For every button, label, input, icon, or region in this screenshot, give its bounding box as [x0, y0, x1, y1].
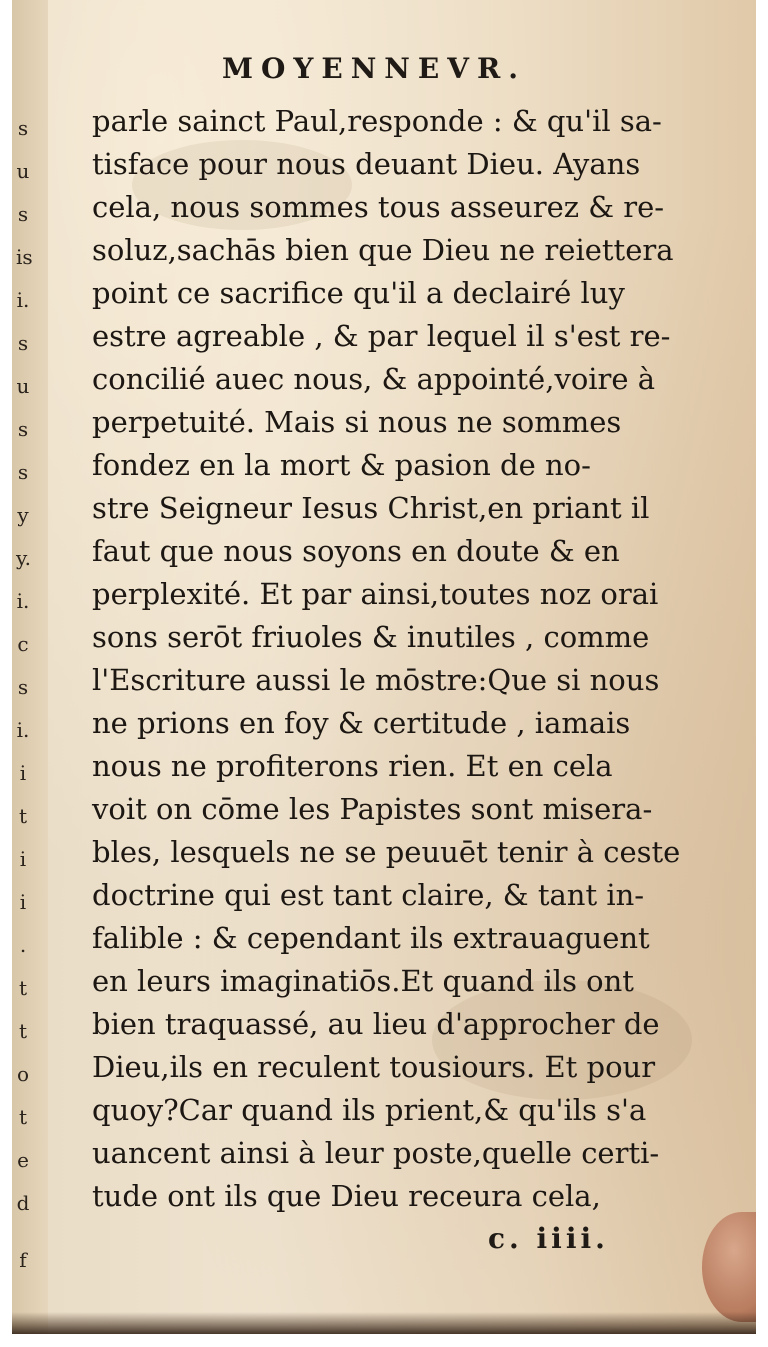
facing-page-letter: t — [18, 804, 28, 828]
facing-page-letter: t — [18, 1019, 28, 1043]
facing-page-letter: i. — [16, 288, 30, 312]
facing-page-letter: t — [18, 976, 28, 1000]
facing-page-letter: i. — [16, 589, 30, 613]
facing-page-letter: o — [16, 1062, 30, 1086]
book-page — [12, 0, 756, 1334]
facing-page-letter: e — [17, 1148, 29, 1172]
facing-page-letter: s — [17, 331, 29, 355]
facing-page-letter: . — [19, 933, 27, 957]
facing-page-letter: u — [16, 159, 30, 183]
facing-page-letter: y — [17, 503, 29, 527]
text-line: ne prions en foy & certitude , iamais — [92, 706, 631, 740]
facing-page-letter: d — [16, 1191, 30, 1215]
text-line: tisface pour nous deuant Dieu. Ayans — [92, 147, 641, 181]
text-line: uancent ainsi à leur poste,quelle certi- — [92, 1136, 660, 1170]
text-line: stre Seigneur Iesus Christ,en priant il — [92, 491, 650, 525]
facing-page-letter: s — [17, 460, 29, 484]
facing-page-letter: s — [17, 417, 29, 441]
text-line: parle sainct Paul,responde : & qu'il sa- — [92, 104, 662, 138]
text-line: nous ne profiterons rien. Et en cela — [92, 749, 613, 783]
facing-page-letter: t — [18, 1105, 28, 1129]
text-line: falible : & cependant ils extrauaguent — [92, 921, 650, 955]
facing-page-letter: y. — [16, 546, 31, 570]
facing-page-letter: i — [19, 761, 27, 785]
facing-page-letter: s — [17, 116, 29, 140]
facing-page-letter: u — [16, 374, 30, 398]
facing-page-letter: is — [16, 245, 33, 269]
facing-page-letter: c — [17, 632, 29, 656]
facing-page-letter: i — [19, 847, 27, 871]
facing-page-letter: i — [19, 890, 27, 914]
facing-page-letter: s — [17, 202, 29, 226]
text-line: doctrine qui est tant claire, & tant in- — [92, 878, 645, 912]
facing-page-letter: s — [17, 675, 29, 699]
facing-page-letter: f — [19, 1248, 27, 1272]
running-header: MOYENNEVR. — [222, 52, 526, 85]
text-line: estre agreable , & par lequel il s'est re- — [92, 319, 671, 353]
text-line: l'Escriture aussi le mōstre:Que si nous — [92, 663, 660, 697]
facing-page-edge — [12, 0, 48, 1334]
text-line: cela, nous sommes tous asseurez & re- — [92, 190, 665, 224]
text-line: bles, lesquels ne se peuuēt tenir à ceste — [92, 835, 681, 869]
text-line: perpetuité. Mais si nous ne sommes — [92, 405, 622, 439]
text-line: en leurs imaginatiōs.Et quand ils ont — [92, 964, 634, 998]
facing-page-letter: i. — [16, 718, 30, 742]
text-line: bien traquassé, au lieu d'approcher de — [92, 1007, 660, 1041]
body-text — [92, 100, 692, 1218]
text-line: quoy?Car quand ils prient,& qu'ils s'a — [92, 1093, 647, 1127]
text-line: perplexité. Et par ainsi,toutes noz orai — [92, 577, 659, 611]
text-line: point ce sacrifice qu'il a declairé luy — [92, 276, 625, 310]
signature-mark: c. iiii. — [488, 1222, 609, 1255]
thumb-photo — [702, 1212, 756, 1322]
text-line: fondez en la mort & pasion de no- — [92, 448, 591, 482]
text-line: soluz,sachās bien que Dieu ne reiettera — [92, 233, 674, 267]
text-line: tude ont ils que Dieu receura cela, — [92, 1179, 601, 1213]
text-line: faut que nous soyons en doute & en — [92, 534, 620, 568]
text-line: concilié auec nous, & appointé,voire à — [92, 362, 656, 396]
text-line: voit on cōme les Papistes sont misera- — [92, 792, 653, 826]
text-line: Dieu,ils en reculent tousiours. Et pour — [92, 1050, 656, 1084]
text-line: sons serōt friuoles & inutiles , comme — [92, 620, 650, 654]
